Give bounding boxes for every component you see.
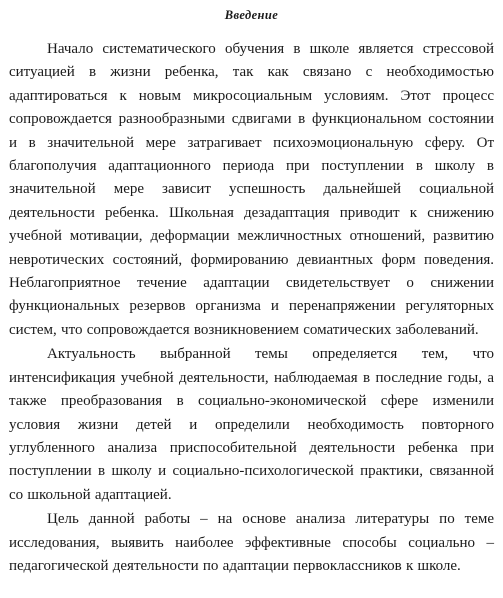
- paragraph-goal: Цель данной работы – на основе анализа литературы по теме исследования, выявить наиболее эффективные способы социально – педагогической деятельности по адаптации первоклассников к школе.: [9, 511, 494, 574]
- paragraph-introduction: Начало систематического обучения в школе является стрессовой ситуацией в жизни ребенка, так как связано с необходимостью адаптироваться к новым микросоциальным условиям. Этот процесс сопровождается разнообразными сдвигами в функциональном состоянии и в значительной мере затрагивает психоэмоциональную сферу. От благополучия адаптационного периода при поступлении в школу в значительной мере зависит успешность дальнейшей социальной деятельности ребенка. Школьная дезадаптация приводит к снижению учебной мотивации, деформации межличностных отношений, развитию невротических состояний, формированию девиантных форм поведения. Неблагоприятное течение адаптации свидетельствует о снижении функциональных резервов организма и перенапряжении регуляторных систем, что сопровождается возникновением соматических заболеваний.: [9, 41, 494, 338]
- document-title: Введение: [224, 8, 279, 22]
- paragraph-relevance: Актуальность выбранной темы определяется тем, что интенсификация учебной деятельности, наблюдаемая в последние годы, а также преобразования в социально-экономической сфере изменили условия жизни детей и определили необходимость повторного углубленного анализа приспособительной деятельности ребенка при поступлении в школу и социально-психологической практики, связанной со школьной адаптацией.: [9, 346, 494, 503]
